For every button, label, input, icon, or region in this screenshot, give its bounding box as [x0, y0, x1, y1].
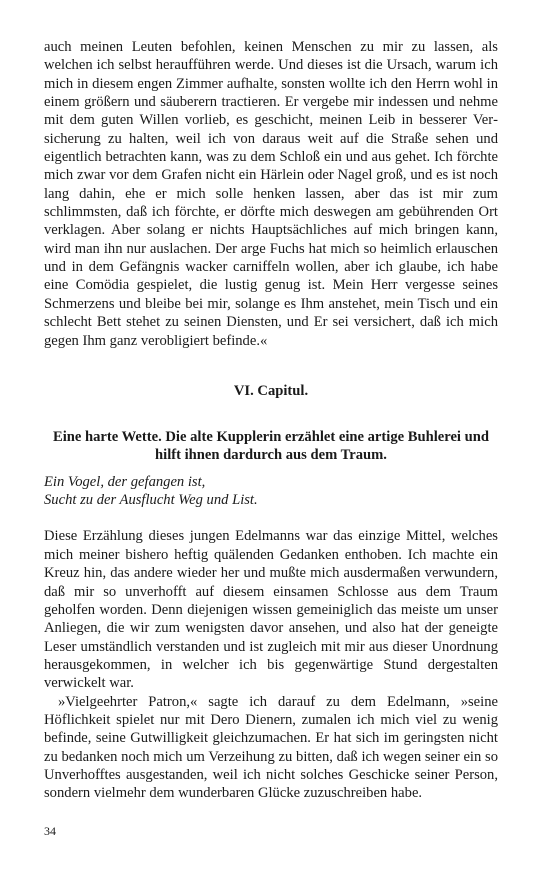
body-paragraph: auch meinen Leuten befohlen, keinen Menschen zu mir zu lassen, als welchen ich selbst heraufführen werde. Und dieses ist die Ursach, warum ich mich in diesem engen Zimmer aufhalte, sonsten wollte ich den Herrn wohl in einem größern und säuberern tractieren. Er vergebe mir indessen und nehme mit dem guten Willen vorlieb, es geschicht, meinen Leib in besserer Versicherung zu halten, weil ich von daraus weit auf die Straße sehen und eigentlich betrachten kann, was zu dem Schloß ein und aus gehet. Ich förchte mich zwar vor dem Grafen nicht ein Härlein oder Nagel groß, und es ist noch lang dahin, ehe er mich solle henken lassen, aber das ist mir zum schlimmsten, daß ich förchte, er dörfte mich deswegen am gebührenden Ort verklagen. Aber solang er nichts Hauptsächliches auf mich bringen kann, wird man ihn nur auslachen. Der arge Fuchs hat mich so heimlich erlauschen und in dem Gefängnis wacker carniffeln wollen, aber ich glaube, ich habe eine Comödia gespielet, die lustig genug ist. Mein Herr vergesse seines Schmerzens und bleibe bei mir, solange es Ihm anstehet, mein Tisch und ein schlecht Bett stehet zu seinen Diensten, und Er sei versichert, daß ich mich gegen Ihm ganz verobligiert befinde.«	[44, 39, 498, 349]
body-paragraph: »Vielgeehrter Patron,« sagte ich darauf zu dem Edelmann, »seine Höflichkeit spielet nur mit Dero Dienern, zumalen ich mich viel zu wenig befinde, seine Gutwilligkeit gleichzumachen. Er hat sich im geringsten nicht zu bedanken noch mich um Verzeihung zu bitten, daß ich wegen seiner ein so Unverhofftes ausgestanden, weil ich nicht solches Geschicke seiner Person, sondern vielmehr dem wunderbaren Glücke zuzuschreiben habe.	[44, 693, 498, 802]
page-number: 34	[44, 824, 56, 838]
motto-line: Ein Vogel, der gefangen ist,	[44, 473, 206, 490]
chapter-title: VI. Capitul.	[233, 382, 309, 399]
motto-line: Sucht zu der Ausflucht Weg und List.	[44, 492, 258, 509]
body-paragraph: Diese Erzählung dieses jungen Edelmanns war das einzige Mittel, welches mich meiner bishero heftig quälenden Gedanken enthoben. Ich machte ein Kreuz hin, das andere wieder her und mußte mich ausdermaßen verwundern, daß mir so unverhofft auf diesem einsamen Schlosse aus dem Traum geholfen worden. Denn diejenigen wissen gemeiniglich das meiste um unser Anliegen, die wir zum wenigsten davor ansehen, und also hat der geneigte Leser umständlich verstanden und ist zugleich mit mir aus dieser Unordnung herausgekommen, in welcher ich bis gegenwärtige Stund dergestalten verwickelt war.	[44, 528, 498, 692]
chapter-motto	[44, 473, 498, 510]
book-page	[44, 38, 498, 803]
chapter-summary: Eine harte Wette. Die alte Kupplerin erzählet eine artige Buhlerei und hilft ihnen dardurch aus dem Traum.	[52, 428, 489, 464]
